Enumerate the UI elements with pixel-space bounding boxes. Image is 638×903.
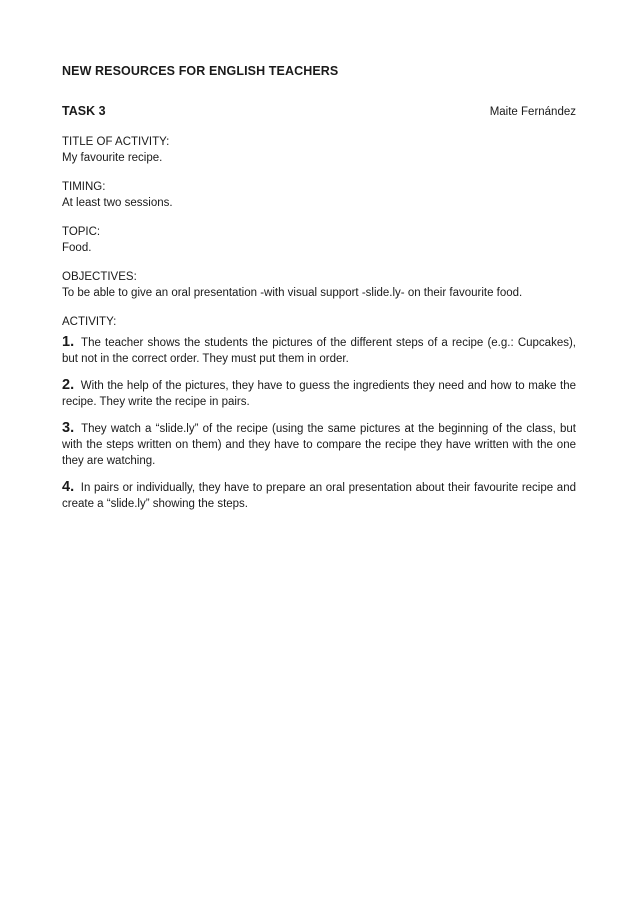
step-number: 3. bbox=[62, 420, 75, 436]
activity-step-4 bbox=[62, 479, 576, 512]
section-value: Food. bbox=[62, 242, 92, 254]
section-value: My favourite recipe. bbox=[62, 152, 163, 164]
section-title-of-activity bbox=[62, 134, 576, 166]
section-value: To be able to give an oral presentation -with visual support -slide.ly- on their favourite food. bbox=[62, 287, 523, 299]
author-name: Maite Fernández bbox=[489, 106, 576, 118]
step-text: In pairs or individually, they have to prepare an oral presentation about their favourite recipe and create a “slide.ly” showing the steps. bbox=[62, 482, 576, 510]
section-label: TITLE OF ACTIVITY: bbox=[62, 136, 170, 148]
task-label: TASK 3 bbox=[62, 104, 106, 118]
step-text: They watch a “slide.ly” of the recipe (using the same pictures at the beginning of the class, but with the steps written on them) and they have to compare the recipe they have written with the one they are watching. bbox=[62, 423, 576, 467]
section-timing bbox=[62, 179, 576, 211]
task-header-row bbox=[62, 104, 576, 118]
section-label: TOPIC: bbox=[62, 226, 101, 238]
document-content bbox=[62, 64, 576, 522]
activity-step-2 bbox=[62, 377, 576, 410]
step-number: 4. bbox=[62, 479, 75, 495]
activity-step-3 bbox=[62, 420, 576, 469]
section-value: At least two sessions. bbox=[62, 197, 173, 209]
activity-step-1 bbox=[62, 334, 576, 367]
activity-label: ACTIVITY: bbox=[62, 316, 117, 328]
step-text: The teacher shows the students the pictures of the different steps of a recipe (e.g.: Cupcakes), but not in the correct order. They must put them in order. bbox=[62, 337, 576, 365]
section-label: OBJECTIVES: bbox=[62, 271, 137, 283]
section-label: TIMING: bbox=[62, 181, 106, 193]
step-number: 2. bbox=[62, 377, 75, 393]
section-topic bbox=[62, 224, 576, 256]
step-number: 1. bbox=[62, 334, 75, 350]
section-objectives bbox=[62, 269, 576, 301]
step-text: With the help of the pictures, they have to guess the ingredients they need and how to make the recipe. They write the recipe in pairs. bbox=[62, 380, 577, 408]
document-title: NEW RESOURCES FOR ENGLISH TEACHERS bbox=[62, 64, 339, 78]
